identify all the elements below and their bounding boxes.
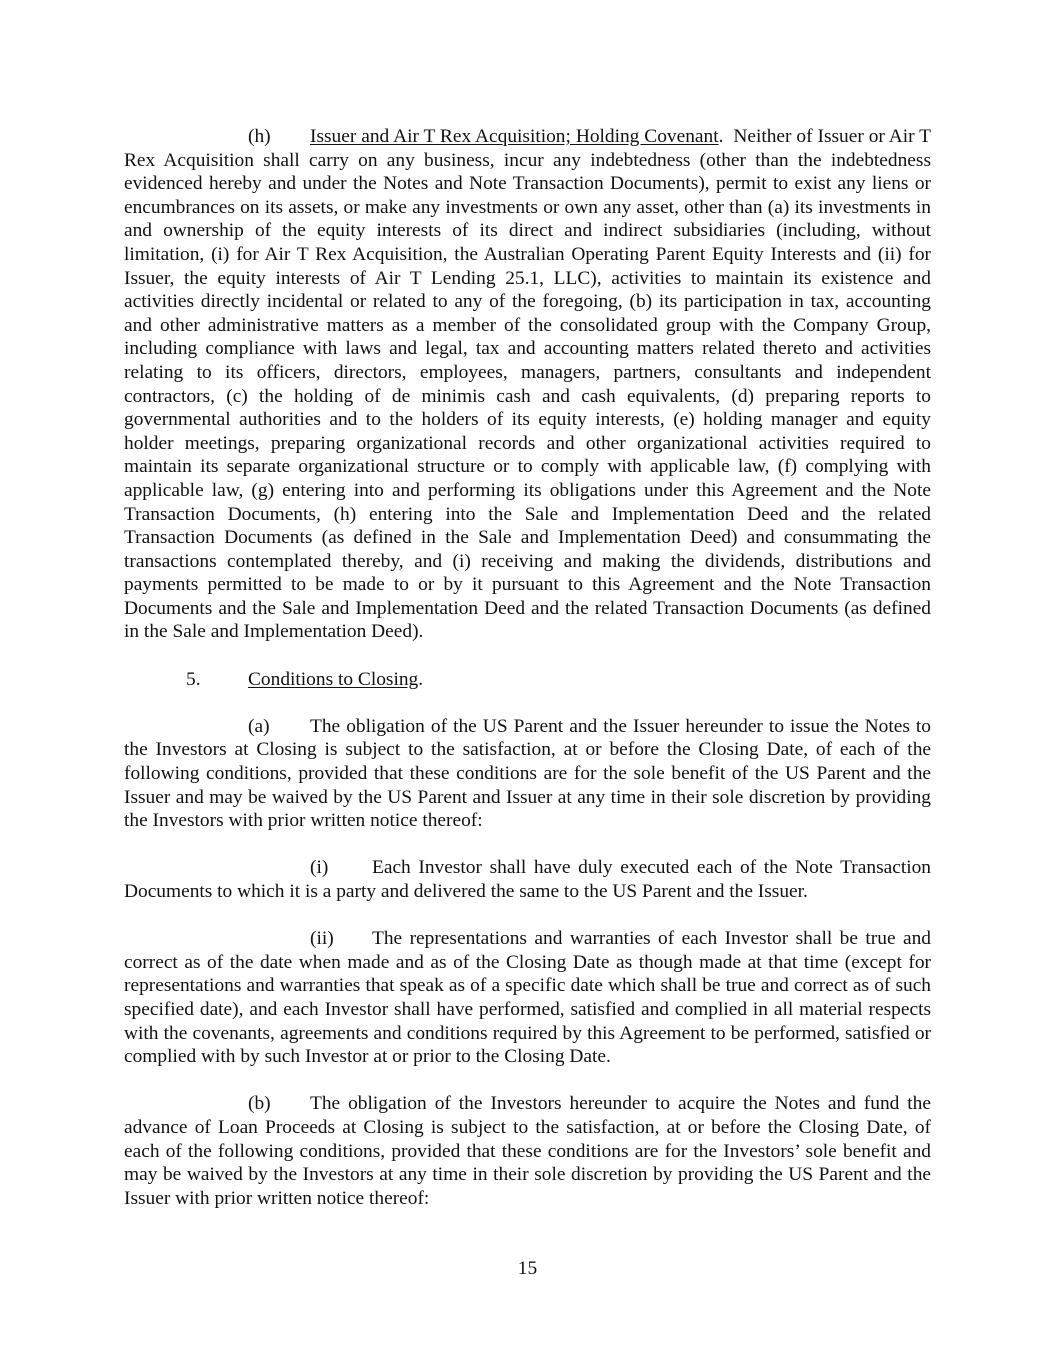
- clause-marker-b: (b): [248, 1093, 271, 1115]
- section-title-period: .: [418, 668, 424, 690]
- clause-heading-holding-covenant: Issuer and Air T Rex Acquisition; Holding Covenant: [310, 126, 719, 147]
- clause-marker-h: (h): [248, 126, 271, 147]
- paragraph-4h: [124, 125, 931, 644]
- document-body: [124, 125, 931, 1234]
- clause-text-4h: Neither of Issuer or Air T Rex Acquisition shall carry on any business, incur any indebtedness (other than the indebtedness evidenced hereby and under the Notes and Note Transaction Documents), permit to exist any liens or encumbrances on its assets, or make any investments or own any asset, other than (a) its investments in and ownership of the equity interests of its direct and indirect subsidiaries (including, without limitation, (i) for Air T Rex Acquisition, the Australian Operating Parent Equity Interests and (ii) for Issuer, the equity interests of Air T Lending 25.1, LLC), activities to maintain its existence and activities directly incidental or related to any of the foregoing, (b) its participation in tax, accounting and other administrative matters as a member of the consolidated group with the Company Group, including compliance with laws and legal, tax and accounting matters related thereto and activities relating to its officers, directors, employees, managers, partners, consultants and independent contractors, (c) the holding of de minimis cash and cash equivalents, (d) preparing reports to governmental authorities and to the holders of its equity interests, (e) holding manager and equity holder meetings, preparing organizational records and other organizational activities required to maintain its separate organizational structure or to comply with applicable law, (f) complying with applicable law, (g) entering into and performing its obligations under this Agreement and the Note Transaction Documents, (h) entering into the Sale and Implementation Deed and the related Transaction Documents (as defined in the Sale and Implementation Deed) and consummating the transactions contemplated thereby, and (i) receiving and making the dividends, distributions and payments permitted to be made to or by it pursuant to this Agreement and the Note Transaction Documents and the Sale and Implementation Deed and the related Transaction Documents (as defined in the Sale and Implementation Deed).: [124, 126, 931, 643]
- clause-marker-ii: (ii): [310, 928, 334, 950]
- section-title-conditions-to-closing: Conditions to Closing: [248, 668, 419, 690]
- clause-marker-a: (a): [248, 715, 270, 737]
- clause-marker-i: (i): [310, 857, 329, 879]
- clause-text-5b: The obligation of the Investors hereunder to acquire the Notes and fund the advance of Loan Proceeds at Closing is subject to the satisfaction, at or before the Closing Date, of each of the following conditions, provided that these conditions are for the Investors’ sole benefit and may be waived by the Investors at any time in their sole discretion by providing the US Parent and the Issuer with prior written notice thereof:: [124, 1093, 931, 1209]
- clause-text-5a-ii: The representations and warranties of each Investor shall be true and correct as of the date when made and as of the Closing Date as though made at that time (except for representations and warranties that speak as of a specific date which shall be true and correct as of such specified date), and each Investor shall have performed, satisfied and complied in all material respects with the covenants, agreements and conditions required by this Agreement to be performed, satisfied or complied with by such Investor at or prior to the Closing Date.: [124, 928, 931, 1068]
- page-number: 15: [517, 1258, 538, 1279]
- section-number-5: 5.: [186, 668, 201, 690]
- section-5-heading: [124, 668, 931, 692]
- clause-heading-period: .: [718, 126, 724, 147]
- clause-text-5a-i: Each Investor shall have duly executed each of the Note Transaction Documents to which it is a party and delivered the same to the US Parent and the Issuer.: [124, 857, 931, 902]
- paragraph-5a-ii: [124, 927, 931, 1069]
- clause-text-5a: The obligation of the US Parent and the Issuer hereunder to issue the Notes to the Investors at Closing is subject to the satisfaction, at or before the Closing Date, of each of the following conditions, provided that these conditions are for the sole benefit of the US Parent and the Issuer and may be waived by the US Parent and Issuer at any time in their sole discretion by providing the Investors with prior written notice thereof:: [124, 715, 931, 832]
- paragraph-5a: [124, 715, 931, 833]
- paragraph-5b: [124, 1092, 931, 1210]
- paragraph-5a-i: [124, 856, 931, 903]
